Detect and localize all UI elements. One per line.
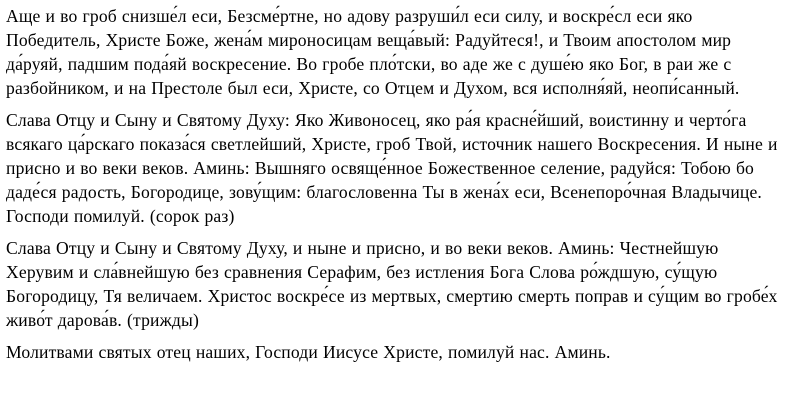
troparion-paragraph: Аще и во гроб снизше́л еси, Безсме́ртне, но адову разруши́л еси силу, и воскре́сл еси яко Победитель, Христе Боже, жена́м мироносицам веща́вый: Радуйтеся!, и Твоим апостолом мир да́руяй, падшим пода́яй воскресение. Во гробе пло́тски, во аде же с душе́ю яко Бог, в раи же с разбойником, и на Престоле был еси, Христе, со Отцем и Духом, вся исполня́яй, неопи́санный. <box>6 6 740 98</box>
glory-and-now-paragraph: Слава Отцу и Сыну и Святому Духу, и ныне и присно, и во веки веков. Аминь: Честнейшую Херувим и сла́внейшую без сравнения Серафим, без истления Бога Слова ро́ждшую, су́щую Богородицу, Тя величаем. Христос воскре́се из мертвых, смертию смерть поправ и су́щим во гробе́х живо́т дарова́в. (трижды) <box>6 238 778 330</box>
glory-paragraph: Слава Отцу и Сыну и Святому Духу: Яко Живоносец, яко ра́я красне́йший, воистинну и черто́га всякаго ца́рскаго показа́ся светлейший, Христе, гроб Твой, источник нашего Воскресения. И ныне и присно и во веки веков. Аминь: Вышняго освяще́нное Божественное селение, радуйся: Тобою бо даде́ся радость, Богородице, зову́щим: благословенна Ты в жена́х еси, Всенепоро́чная Владычице. Господи помилуй. (сорок раз) <box>6 110 778 226</box>
closing-prayer-paragraph: Молитвами святых отец наших, Господи Иисусе Христе, помилуй нас. Аминь. <box>6 342 611 362</box>
